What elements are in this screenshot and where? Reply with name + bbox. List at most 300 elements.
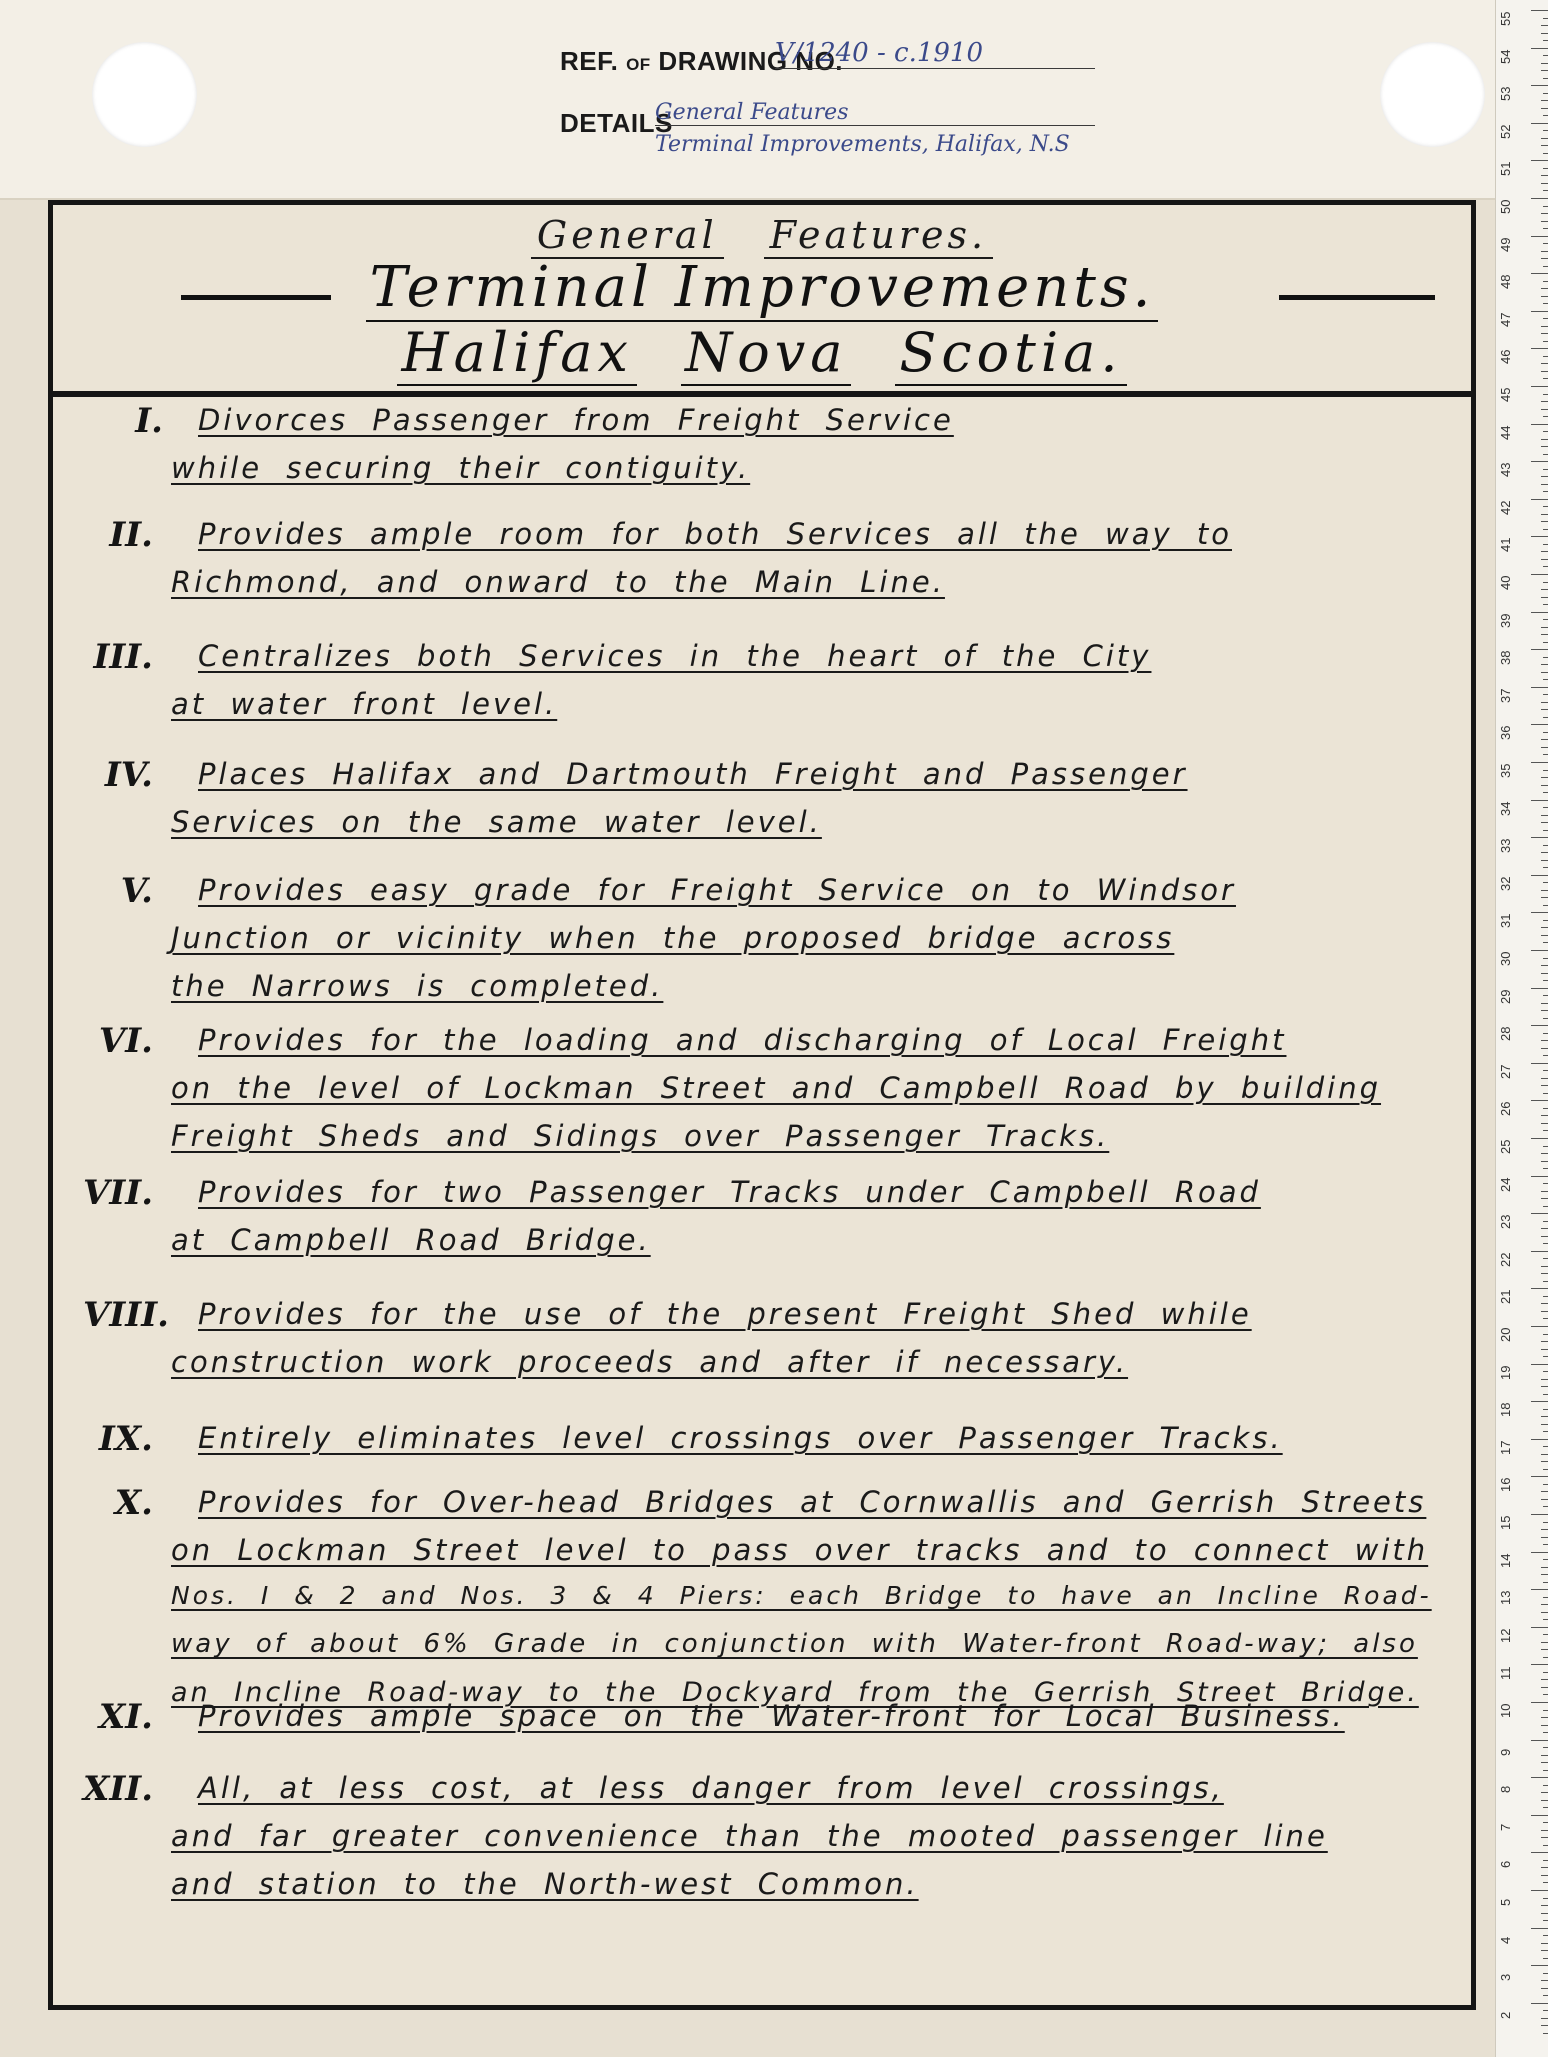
ruler-number: 50 — [1498, 199, 1513, 214]
ruler-minor-tick — [1543, 1544, 1548, 1545]
ruler-number: 47 — [1498, 312, 1513, 327]
ruler-minor-tick — [1541, 1153, 1548, 1154]
ruler-minor-tick — [1543, 754, 1548, 755]
ruler-number: 2 — [1498, 2011, 1513, 2019]
ruler-tick — [1531, 348, 1548, 349]
drawing-sheet — [48, 200, 1476, 2010]
ruler-number: 3 — [1498, 1973, 1513, 1982]
ruler-tick — [1531, 1401, 1548, 1402]
ruler-minor-tick — [1543, 416, 1548, 417]
ruler-minor-tick — [1541, 1311, 1548, 1312]
ruler-minor-tick — [1541, 2018, 1548, 2019]
ruler-minor-tick — [1543, 1522, 1548, 1523]
item-text-line: Places Halifax and Dartmouth Freight and Passenger — [198, 757, 1188, 791]
ruler-tick — [1531, 724, 1548, 725]
item-numeral: VIII. — [83, 1295, 169, 1335]
item-text-line: on the level of Lockman Street and Campbell Road by building — [171, 1071, 1382, 1105]
ruler-number: 15 — [1498, 1515, 1513, 1530]
ruler-tick — [1531, 875, 1548, 876]
ruler-tick — [1531, 1740, 1548, 1741]
ruler-tick — [1531, 386, 1548, 387]
ref-label: REF. OF DRAWING NO. — [560, 46, 844, 76]
ruler-number: 53 — [1498, 86, 1513, 102]
ruler-minor-tick — [1543, 1243, 1548, 1244]
ruler-minor-tick — [1543, 1597, 1548, 1598]
ruler-minor-tick — [1543, 882, 1548, 883]
ruler-minor-tick — [1543, 958, 1548, 959]
ruler-tick — [1531, 85, 1548, 86]
ruler-number: 29 — [1498, 989, 1513, 1004]
item-text-line: Services on the same water level. — [171, 805, 822, 839]
ruler-minor-tick — [1543, 604, 1548, 605]
ruler-minor-tick — [1541, 1266, 1548, 1267]
ruler-number: 10 — [1498, 1703, 1513, 1718]
ruler-minor-tick — [1543, 1619, 1548, 1620]
ruler-minor-tick — [1541, 409, 1548, 410]
ruler-tick — [1531, 988, 1548, 989]
ruler-tick — [1531, 1815, 1548, 1816]
ruler-minor-tick — [1543, 243, 1548, 244]
ruler-number: 5 — [1498, 1898, 1513, 1906]
ruler-minor-tick — [1541, 514, 1548, 515]
item-text-line: Centralizes both Services in the heart of the City — [198, 639, 1152, 673]
ruler-minor-tick — [1543, 920, 1548, 921]
ruler-minor-tick — [1543, 1183, 1548, 1184]
ruler-tick — [1531, 1251, 1548, 1252]
ruler-minor-tick — [1541, 1837, 1548, 1838]
ruler-minor-tick — [1541, 664, 1548, 665]
ruler-number: 9 — [1498, 1748, 1513, 1756]
ruler-minor-tick — [1541, 1303, 1548, 1304]
ruler-minor-tick — [1543, 93, 1548, 94]
ruler-number: 25 — [1498, 1139, 1513, 1154]
ruler-minor-tick — [1543, 566, 1548, 567]
ruler-number: 33 — [1498, 838, 1513, 854]
ruler-tick — [1531, 311, 1548, 312]
ruler-minor-tick — [1541, 1236, 1548, 1237]
ruler-number: 11 — [1498, 1666, 1513, 1681]
ruler-minor-tick — [1541, 70, 1548, 71]
item-text-line: Provides for Over-head Bridges at Cornwallis and Gerrish Streets — [198, 1485, 1427, 1519]
ruler-tick — [1531, 762, 1548, 763]
ruler-minor-tick — [1541, 777, 1548, 778]
ruler-minor-tick — [1541, 1273, 1548, 1274]
item-text-line: All, at less cost, at less danger from level crossings, — [198, 1771, 1224, 1805]
item-text-line: Provides ample space on the Water-front for Local Business. — [198, 1699, 1345, 1733]
ruler-tick — [1531, 1476, 1548, 1477]
ruler-minor-tick — [1541, 296, 1548, 297]
ruler-minor-tick — [1543, 318, 1548, 319]
ruler-minor-tick — [1543, 115, 1548, 116]
ruler-minor-tick — [1541, 589, 1548, 590]
ruler-number: 14 — [1498, 1553, 1513, 1568]
ruler-minor-tick — [1541, 965, 1548, 966]
ruler-minor-tick — [1543, 1221, 1548, 1222]
ruler-minor-tick — [1541, 1123, 1548, 1124]
ruler-minor-tick — [1541, 1386, 1548, 1387]
ruler-minor-tick — [1543, 168, 1548, 169]
ruler-minor-tick — [1541, 785, 1548, 786]
ruler-minor-tick — [1541, 1454, 1548, 1455]
ruler-minor-tick — [1541, 1499, 1548, 1500]
ruler-minor-tick — [1541, 1800, 1548, 1801]
ruler-minor-tick — [1543, 1371, 1548, 1372]
ruler-minor-tick — [1541, 973, 1548, 974]
ruler-minor-tick — [1543, 266, 1548, 267]
ruler-minor-tick — [1541, 1349, 1548, 1350]
ruler-minor-tick — [1541, 371, 1548, 372]
ruler-minor-tick — [1541, 1537, 1548, 1538]
ruler-number: 4 — [1498, 1936, 1513, 1944]
ruler-minor-tick — [1543, 1822, 1548, 1823]
ruler-tick — [1531, 1928, 1548, 1929]
item-numeral: I. — [135, 401, 163, 441]
ruler-minor-tick — [1541, 1574, 1548, 1575]
ruler-minor-tick — [1543, 1318, 1548, 1319]
ruler-minor-tick — [1543, 1559, 1548, 1560]
ruler-minor-tick — [1541, 25, 1548, 26]
ruler-number: 52 — [1498, 124, 1513, 139]
ruler-minor-tick — [1541, 1679, 1548, 1680]
ruler-minor-tick — [1541, 446, 1548, 447]
item-text-line: the Narrows is completed. — [171, 969, 664, 1003]
item-text-line: while securing their contiguity. — [171, 451, 751, 485]
ruler-minor-tick — [1541, 1424, 1548, 1425]
ruler-minor-tick — [1541, 1048, 1548, 1049]
ruler-minor-tick — [1541, 326, 1548, 327]
ruler-minor-tick — [1541, 559, 1548, 560]
ruler-number: 18 — [1498, 1402, 1513, 1418]
ruler-tick — [1531, 574, 1548, 575]
item-text-line: at water front level. — [171, 687, 558, 721]
ruler-number: 30 — [1498, 951, 1513, 966]
ruler-tick — [1531, 1965, 1548, 1966]
ruler-minor-tick — [1543, 582, 1548, 583]
ruler-minor-tick — [1543, 1747, 1548, 1748]
ruler-minor-tick — [1543, 1206, 1548, 1207]
ruler-number: 37 — [1498, 688, 1513, 703]
ruler-minor-tick — [1541, 1003, 1548, 1004]
ruler-minor-tick — [1543, 130, 1548, 131]
ruler-minor-tick — [1541, 63, 1548, 64]
ruler-minor-tick — [1541, 1725, 1548, 1726]
ruler-number: 26 — [1498, 1101, 1513, 1117]
item-numeral: IX. — [98, 1419, 153, 1459]
ruler-minor-tick — [1543, 1431, 1548, 1432]
ruler-tick — [1531, 10, 1548, 11]
ruler-tick — [1531, 950, 1548, 951]
ruler-tick — [1531, 1138, 1548, 1139]
ruler-minor-tick — [1543, 1130, 1548, 1131]
ruler-minor-tick — [1541, 709, 1548, 710]
ruler-minor-tick — [1543, 469, 1548, 470]
item-text-line: Divorces Passenger from Freight Service — [198, 403, 954, 437]
ruler-minor-tick — [1541, 1943, 1548, 1944]
details-label: DETAILS — [560, 108, 673, 138]
ruler-minor-tick — [1541, 897, 1548, 898]
ruler-minor-tick — [1543, 1582, 1548, 1583]
ruler-minor-tick — [1543, 228, 1548, 229]
ruler-tick — [1531, 123, 1548, 124]
ruler-tick — [1531, 273, 1548, 274]
ruler-minor-tick — [1541, 521, 1548, 522]
ruler-minor-tick — [1541, 484, 1548, 485]
ruler-minor-tick — [1541, 1567, 1548, 1568]
ruler-minor-tick — [1541, 183, 1548, 184]
ruler-tick — [1531, 612, 1548, 613]
ruler-minor-tick — [1543, 1920, 1548, 1921]
item-numeral: IV. — [104, 755, 153, 795]
ruler-minor-tick — [1543, 980, 1548, 981]
ruler-minor-tick — [1543, 770, 1548, 771]
ruler-minor-tick — [1541, 860, 1548, 861]
ruler-minor-tick — [1541, 551, 1548, 552]
ruler-tick — [1531, 160, 1548, 161]
ruler-number: 20 — [1498, 1327, 1513, 1342]
item-numeral: III. — [93, 637, 153, 677]
ruler-number: 13 — [1498, 1590, 1513, 1606]
item-text-line: and station to the North-west Common. — [171, 1867, 919, 1901]
ruler-number: 24 — [1498, 1177, 1513, 1192]
ruler-minor-tick — [1543, 1146, 1548, 1147]
ruler-minor-tick — [1541, 890, 1548, 891]
ruler-tick — [1531, 1100, 1548, 1101]
ruler-minor-tick — [1543, 679, 1548, 680]
ruler-number: 55 — [1498, 11, 1513, 26]
ruler-minor-tick — [1543, 792, 1548, 793]
ruler-minor-tick — [1541, 739, 1548, 740]
ruler-number: 27 — [1498, 1064, 1513, 1079]
ruler-minor-tick — [1543, 642, 1548, 643]
ruler-minor-tick — [1541, 1115, 1548, 1116]
ruler-minor-tick — [1541, 1762, 1548, 1763]
ruler-minor-tick — [1541, 597, 1548, 598]
ruler-tick — [1531, 1589, 1548, 1590]
ruler-minor-tick — [1543, 529, 1548, 530]
ruler-number: 45 — [1498, 387, 1513, 402]
ruler-tick — [1531, 1702, 1548, 1703]
ruler-minor-tick — [1543, 845, 1548, 846]
ruler-number: 34 — [1498, 801, 1513, 816]
ruler-tick — [1531, 649, 1548, 650]
ruler-minor-tick — [1541, 927, 1548, 928]
ruler-minor-tick — [1543, 1055, 1548, 1056]
title-terminal-improvements: Terminal Improvements. — [53, 255, 1471, 320]
ruler-minor-tick — [1541, 1792, 1548, 1793]
ruler-minor-tick — [1543, 1168, 1548, 1169]
ruler-number: 6 — [1498, 1861, 1513, 1869]
item-text-line: Provides ample room for both Services all the way to — [198, 517, 1232, 551]
item-text-line: Provides for the loading and discharging of Local Freight — [198, 1023, 1287, 1057]
ruler-minor-tick — [1541, 401, 1548, 402]
ruler-minor-tick — [1543, 1694, 1548, 1695]
ruler-minor-tick — [1541, 1612, 1548, 1613]
ruler-minor-tick — [1541, 1010, 1548, 1011]
ruler-minor-tick — [1543, 1093, 1548, 1094]
ruler-minor-tick — [1541, 213, 1548, 214]
ruler-minor-tick — [1543, 1018, 1548, 1019]
ruler-minor-tick — [1543, 78, 1548, 79]
ruler-minor-tick — [1543, 2033, 1548, 2034]
item-text-line: at Campbell Road Bridge. — [171, 1223, 651, 1257]
ruler-minor-tick — [1541, 935, 1548, 936]
ruler-tick — [1531, 236, 1548, 237]
title-halifax-nova-scotia: Halifax Nova Scotia. — [53, 321, 1471, 384]
ruler-minor-tick — [1543, 1860, 1548, 1861]
ruler-number: 21 — [1498, 1289, 1513, 1305]
ruler-minor-tick — [1541, 2025, 1548, 2026]
ruler-number: 16 — [1498, 1477, 1513, 1493]
ruler-number: 46 — [1498, 349, 1513, 365]
ruler-number: 36 — [1498, 725, 1513, 741]
ruler-minor-tick — [1541, 1228, 1548, 1229]
ruler-minor-tick — [1543, 732, 1548, 733]
ruler-minor-tick — [1543, 1732, 1548, 1733]
ruler-minor-tick — [1543, 1394, 1548, 1395]
ruler-tick — [1531, 1439, 1548, 1440]
ruler-minor-tick — [1541, 1078, 1548, 1079]
ruler-number: 38 — [1498, 650, 1513, 666]
item-text-line: Richmond, and onward to the Main Line. — [171, 565, 945, 599]
ruler-minor-tick — [1543, 40, 1548, 41]
item-numeral: XI. — [98, 1697, 153, 1737]
ruler-number: 12 — [1498, 1628, 1513, 1643]
ruler-tick — [1531, 1777, 1548, 1778]
ruler-number: 7 — [1498, 1823, 1513, 1831]
ruler-minor-tick — [1543, 1484, 1548, 1485]
ruler-minor-tick — [1541, 175, 1548, 176]
ruler-minor-tick — [1541, 1491, 1548, 1492]
item-numeral: X. — [114, 1483, 153, 1523]
ruler-minor-tick — [1543, 2010, 1548, 2011]
ruler-minor-tick — [1543, 18, 1548, 19]
ruler-minor-tick — [1543, 1409, 1548, 1410]
ruler-minor-tick — [1541, 1988, 1548, 1989]
item-numeral: XII. — [83, 1769, 154, 1809]
ruler-minor-tick — [1541, 1875, 1548, 1876]
ruler-tick — [1531, 461, 1548, 462]
item-text-line: way of about 6% Grade in conjunction with Water-front Road-way; also — [171, 1629, 1418, 1659]
title-general-features: General Features. — [53, 213, 1471, 257]
ruler-number: 40 — [1498, 575, 1513, 590]
ruler-minor-tick — [1541, 288, 1548, 289]
ruler-minor-tick — [1541, 634, 1548, 635]
ruler-tick — [1531, 912, 1548, 913]
ruler-minor-tick — [1543, 905, 1548, 906]
ruler-minor-tick — [1543, 1446, 1548, 1447]
ruler-number: 28 — [1498, 1026, 1513, 1042]
ruler-minor-tick — [1541, 439, 1548, 440]
ruler-tick — [1531, 48, 1548, 49]
ruler-tick — [1531, 687, 1548, 688]
ruler-minor-tick — [1543, 942, 1548, 943]
item-text-line: Provides easy grade for Freight Service on to Windsor — [198, 873, 1236, 907]
ruler-tick — [1531, 1025, 1548, 1026]
ruler-minor-tick — [1543, 830, 1548, 831]
ruler-minor-tick — [1541, 1950, 1548, 1951]
item-text-line: and far greater convenience than the mooted passenger line — [171, 1819, 1328, 1853]
ruler-number: 32 — [1498, 876, 1513, 891]
ruler-minor-tick — [1543, 1807, 1548, 1808]
ruler-number: 41 — [1498, 537, 1513, 553]
ruler-minor-tick — [1541, 1867, 1548, 1868]
ruler-minor-tick — [1543, 356, 1548, 357]
ruler-minor-tick — [1543, 1935, 1548, 1936]
ruler-minor-tick — [1541, 1913, 1548, 1914]
ruler-minor-tick — [1543, 1258, 1548, 1259]
ruler-minor-tick — [1541, 1379, 1548, 1380]
ruler-minor-tick — [1543, 506, 1548, 507]
ruler-minor-tick — [1541, 1341, 1548, 1342]
reference-card — [0, 0, 1495, 200]
ruler-minor-tick — [1541, 1040, 1548, 1041]
ruler-minor-tick — [1541, 1649, 1548, 1650]
ruler-tick — [1531, 1288, 1548, 1289]
ruler-tick — [1531, 499, 1548, 500]
ruler-minor-tick — [1543, 1973, 1548, 1974]
item-text-line: Nos. I & 2 and Nos. 3 & 4 Piers: each Bridge to have an Incline Road- — [171, 1581, 1432, 1610]
ruler-tick — [1531, 198, 1548, 199]
ruler-minor-tick — [1541, 1830, 1548, 1831]
ruler-minor-tick — [1541, 815, 1548, 816]
title-block — [53, 205, 1471, 397]
ruler-minor-tick — [1541, 1687, 1548, 1688]
item-text-line: an Incline Road-way to the Dockyard from the Gerrish Street Bridge. — [171, 1677, 1419, 1708]
ruler-number: 19 — [1498, 1365, 1513, 1380]
ruler-minor-tick — [1543, 867, 1548, 868]
ruler-number: 48 — [1498, 274, 1513, 290]
details-value-1: General Features — [655, 100, 1095, 126]
ruler-minor-tick — [1541, 1604, 1548, 1605]
ruler-number: 39 — [1498, 613, 1513, 628]
ruler-tick — [1531, 1552, 1548, 1553]
ruler-minor-tick — [1543, 1070, 1548, 1071]
ruler-number: 42 — [1498, 500, 1513, 515]
item-text-line: on Lockman Street level to pass over tracks and to connect with — [171, 1533, 1429, 1567]
ruler-minor-tick — [1543, 1657, 1548, 1658]
ruler-minor-tick — [1541, 258, 1548, 259]
ruler-minor-tick — [1543, 1281, 1548, 1282]
ruler-tick — [1531, 1176, 1548, 1177]
ruler-number: 43 — [1498, 462, 1513, 478]
ruler-minor-tick — [1541, 672, 1548, 673]
ruler-minor-tick — [1543, 717, 1548, 718]
ruler-tick — [1531, 1627, 1548, 1628]
ruler-minor-tick — [1543, 1898, 1548, 1899]
ruler-minor-tick — [1543, 303, 1548, 304]
ruler-tick — [1531, 1364, 1548, 1365]
ruler-minor-tick — [1543, 995, 1548, 996]
ruler-minor-tick — [1541, 145, 1548, 146]
ruler-minor-tick — [1541, 333, 1548, 334]
ruler-minor-tick — [1543, 1958, 1548, 1959]
ruler-tick — [1531, 800, 1548, 801]
ruler-minor-tick — [1541, 1161, 1548, 1162]
ruler-minor-tick — [1541, 627, 1548, 628]
ruler-minor-tick — [1543, 1770, 1548, 1771]
ruler-minor-tick — [1543, 1995, 1548, 1996]
ruler-number: 49 — [1498, 237, 1513, 252]
ruler-minor-tick — [1543, 694, 1548, 695]
measurement-ruler — [1495, 0, 1548, 2057]
ruler-minor-tick — [1543, 807, 1548, 808]
ruler-number: 22 — [1498, 1252, 1513, 1267]
ruler-minor-tick — [1541, 1191, 1548, 1192]
ruler-tick — [1531, 1063, 1548, 1064]
ruler-minor-tick — [1543, 1785, 1548, 1786]
ruler-tick — [1531, 837, 1548, 838]
ruler-number: 44 — [1498, 425, 1513, 440]
